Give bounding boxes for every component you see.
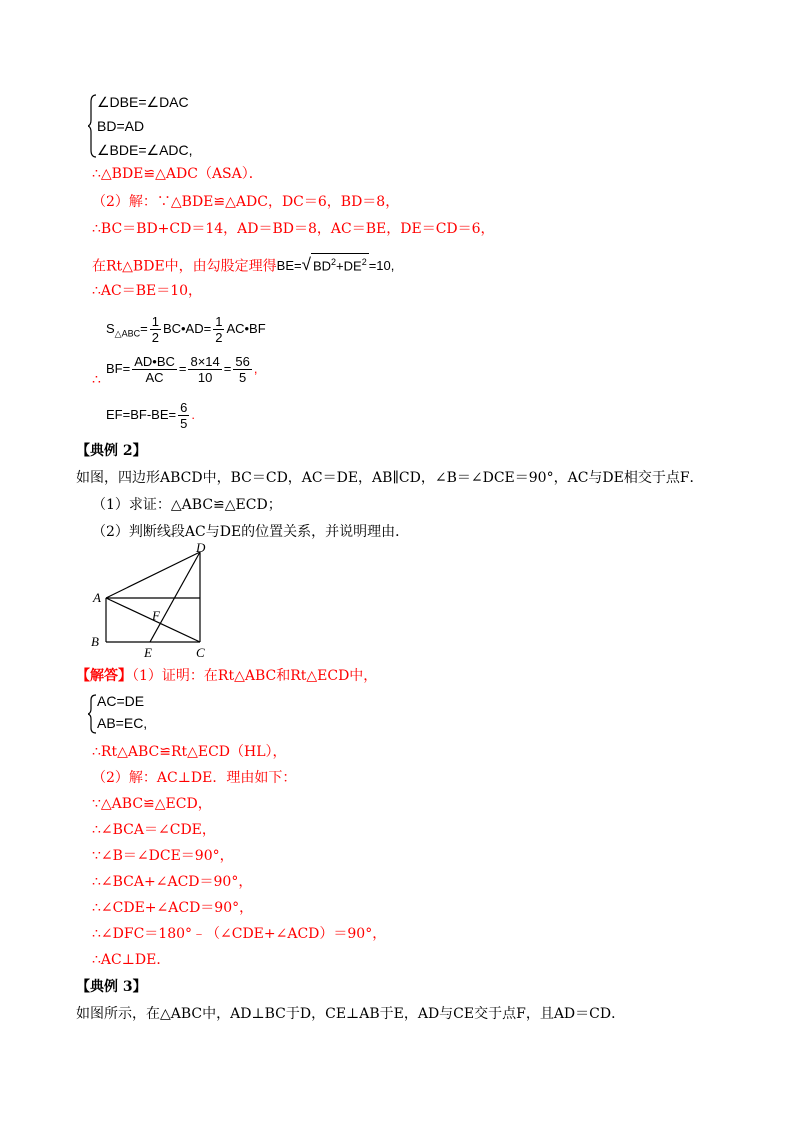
label-c: C: [196, 645, 205, 660]
solution-line: ∴BC＝BD+CD＝14，AD＝BD＝8，AC＝BE，DE＝CD＝6，: [92, 221, 495, 237]
exponent: 2: [331, 257, 337, 267]
numerator: 56: [235, 354, 250, 370]
answer-text: （1）证明：在Rt△ABC和Rt△ECD中，: [132, 668, 378, 684]
formula-part: +DE: [336, 258, 362, 274]
label-d: D: [196, 540, 206, 555]
sqrt-radicand: [311, 253, 369, 274]
equation-system-1: [97, 90, 193, 162]
formula-part: ,: [253, 361, 258, 376]
formula-part: BC•AD=: [162, 321, 212, 336]
answer-tag: 【解答】: [76, 668, 132, 684]
bf-formula: [106, 352, 257, 386]
subscript: △ABC: [114, 328, 141, 339]
fraction: [188, 354, 221, 385]
formula-part: BE=: [276, 258, 302, 274]
formula-part: =: [140, 321, 148, 336]
exponent: 2: [361, 257, 367, 267]
formula-part: BD: [312, 258, 332, 274]
formula-part: =: [178, 361, 187, 376]
example-heading: 【典例 2】: [76, 443, 147, 459]
denominator: 5: [180, 416, 188, 432]
area-formula: [106, 313, 266, 350]
answer-line: ∴∠BCA＝∠CDE，: [92, 822, 216, 838]
denominator: 2: [215, 330, 223, 346]
pythagoras-line: [92, 253, 394, 275]
fraction: [178, 400, 189, 431]
denominator: 10: [197, 370, 213, 386]
system-line: ∠DBE=∠DAC: [97, 94, 189, 110]
numerator: 6: [180, 400, 188, 416]
fraction: [132, 354, 177, 385]
system-line: ∠BDE=∠ADC,: [97, 142, 193, 158]
system-line: AC=DE: [97, 693, 145, 709]
answer-line: （2）解：AC⊥DE．理由如下：: [92, 770, 297, 786]
numerator: AD•BC: [134, 354, 175, 370]
therefore-symbol: ∴: [92, 372, 101, 388]
question-2: （2）判断线段AC与DE的位置关系，并说明理由．: [92, 524, 410, 540]
formula-part: BF=: [106, 361, 131, 376]
equation-system-2: [97, 690, 147, 734]
ef-formula: [106, 398, 195, 432]
denominator: 5: [238, 370, 247, 386]
label-e: E: [144, 645, 152, 660]
solution-line: ∴AC＝BE＝10，: [92, 283, 203, 299]
segment-ed: [150, 552, 200, 642]
solution-line: （2）解：∵△BDE≌△ADC，DC＝6，BD＝8，: [92, 194, 400, 210]
problem-statement: 如图所示，在△ABC中，AD⊥BC于D，CE⊥AB于E，AD与CE交于点F，且AD＝CD．: [76, 1006, 626, 1022]
answer-line: ∴∠DFC＝180°﹣（∠CDE+∠ACD）＝90°，: [92, 926, 387, 942]
answer-line: [76, 667, 377, 685]
answer-line: ∴∠BCA+∠ACD＝90°，: [92, 874, 253, 890]
answer-line: ∵△ABC≌△ECD，: [92, 796, 212, 812]
numerator: 8×14: [190, 354, 220, 370]
problem-statement: 如图，四边形ABCD中，BC＝CD，AC＝DE，AB∥CD，∠B＝∠DCE＝90°，AC与DE相交于点F．: [76, 470, 704, 486]
numerator: 1: [215, 314, 223, 330]
denominator: AC: [145, 370, 164, 386]
fraction-half: [150, 314, 161, 345]
pythagoras-text: 在Rt△BDE中，由勾股定理得: [92, 258, 277, 275]
segment-ad: [106, 552, 200, 598]
numerator: 1: [151, 314, 159, 330]
formula-part: .: [191, 407, 195, 422]
answer-line: ∴∠CDE+∠ACD＝90°，: [92, 900, 254, 916]
answer-line: ∴AC⊥DE．: [92, 952, 171, 968]
formula-part: =: [223, 361, 232, 376]
formula-be: [276, 255, 395, 275]
denominator: 2: [151, 330, 159, 346]
label-f: F: [152, 608, 160, 623]
fraction: [233, 354, 251, 385]
formula-part: =10,: [368, 258, 395, 274]
example-heading: 【典例 3】: [76, 979, 147, 995]
formula-part: S: [106, 321, 115, 336]
system-line: BD=AD: [97, 118, 145, 134]
geometry-figure: [86, 540, 226, 662]
label-b: B: [91, 634, 99, 649]
sqrt-sign-icon: √: [301, 255, 311, 275]
answer-line: ∵∠B＝∠DCE＝90°，: [92, 848, 234, 864]
label-a: A: [93, 590, 101, 605]
system-line: AB=EC,: [97, 715, 148, 731]
question-1: （1）求证：△ABC≌△ECD；: [92, 497, 282, 513]
fraction-half: [213, 314, 224, 345]
answer-line: ∴Rt△ABC≌Rt△ECD（HL），: [92, 744, 287, 760]
conclusion-asa: ∴△BDE≌△ADC（ASA）．: [92, 166, 263, 182]
formula-part: EF=BF-BE=: [106, 407, 177, 422]
formula-part: AC•BF: [226, 321, 266, 336]
